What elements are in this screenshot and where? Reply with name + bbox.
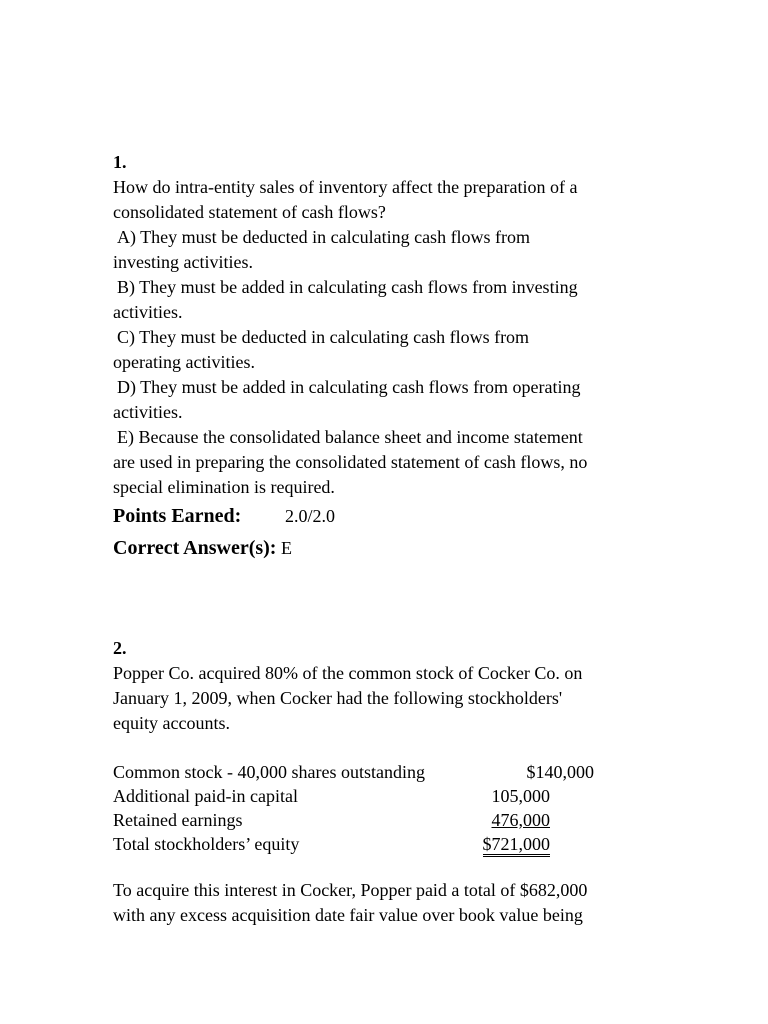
equity-row-label: Additional paid-in capital: [113, 786, 298, 806]
points-earned: [113, 504, 658, 529]
equity-row-amount: 476,000: [491, 810, 550, 830]
equity-row-label: Total stockholders’ equity: [113, 834, 300, 854]
equity-total-amount: [483, 832, 551, 857]
question-2-continued: [113, 878, 658, 928]
question-1: [113, 150, 658, 500]
option-d-cont: activities.: [113, 402, 183, 422]
points-value: 2.0/2.0: [285, 506, 336, 526]
question-number: 1.: [113, 152, 127, 172]
option-e-cont: are used in preparing the consolidated statement of cash flows, no: [113, 452, 588, 472]
question-text-line: How do intra-entity sales of inventory affect the preparation of a: [113, 177, 578, 197]
question-text-line: equity accounts.: [113, 713, 230, 733]
correct-answer: [113, 536, 658, 561]
option-a-cont: investing activities.: [113, 252, 253, 272]
equity-row-label: Common stock - 40,000 shares outstanding: [113, 762, 425, 782]
equity-row-amount: $721,000: [483, 834, 551, 857]
equity-row-amount: 105,000: [491, 786, 550, 806]
option-b: B) They must be added in calculating cash flows from investing: [117, 277, 578, 297]
option-b-cont: activities.: [113, 302, 183, 322]
equity-row-label: Retained earnings: [113, 810, 243, 830]
option-e-cont: special elimination is required.: [113, 477, 335, 497]
question-text-line: To acquire this interest in Cocker, Popper paid a total of $682,000: [113, 880, 588, 900]
option-c: C) They must be deducted in calculating cash flows from: [117, 327, 530, 347]
answer-label: Correct Answer(s):: [113, 537, 277, 559]
question-text-line: January 1, 2009, when Cocker had the following stockholders': [113, 688, 563, 708]
option-d: D) They must be added in calculating cash flows from operating: [117, 377, 581, 397]
question-text-line: with any excess acquisition date fair value over book value being: [113, 905, 583, 925]
option-e: E) Because the consolidated balance sheet and income statement: [117, 427, 583, 447]
question-2: [113, 636, 658, 736]
equity-row-amount: $140,000: [526, 762, 594, 782]
option-c-cont: operating activities.: [113, 352, 255, 372]
answer-value: E: [280, 538, 292, 558]
option-a: A) They must be deducted in calculating cash flows from: [117, 227, 531, 247]
question-text-line: consolidated statement of cash flows?: [113, 202, 386, 222]
points-label: Points Earned:: [113, 505, 242, 527]
question-number: 2.: [113, 638, 127, 658]
question-text-line: Popper Co. acquired 80% of the common stock of Cocker Co. on: [113, 663, 583, 683]
